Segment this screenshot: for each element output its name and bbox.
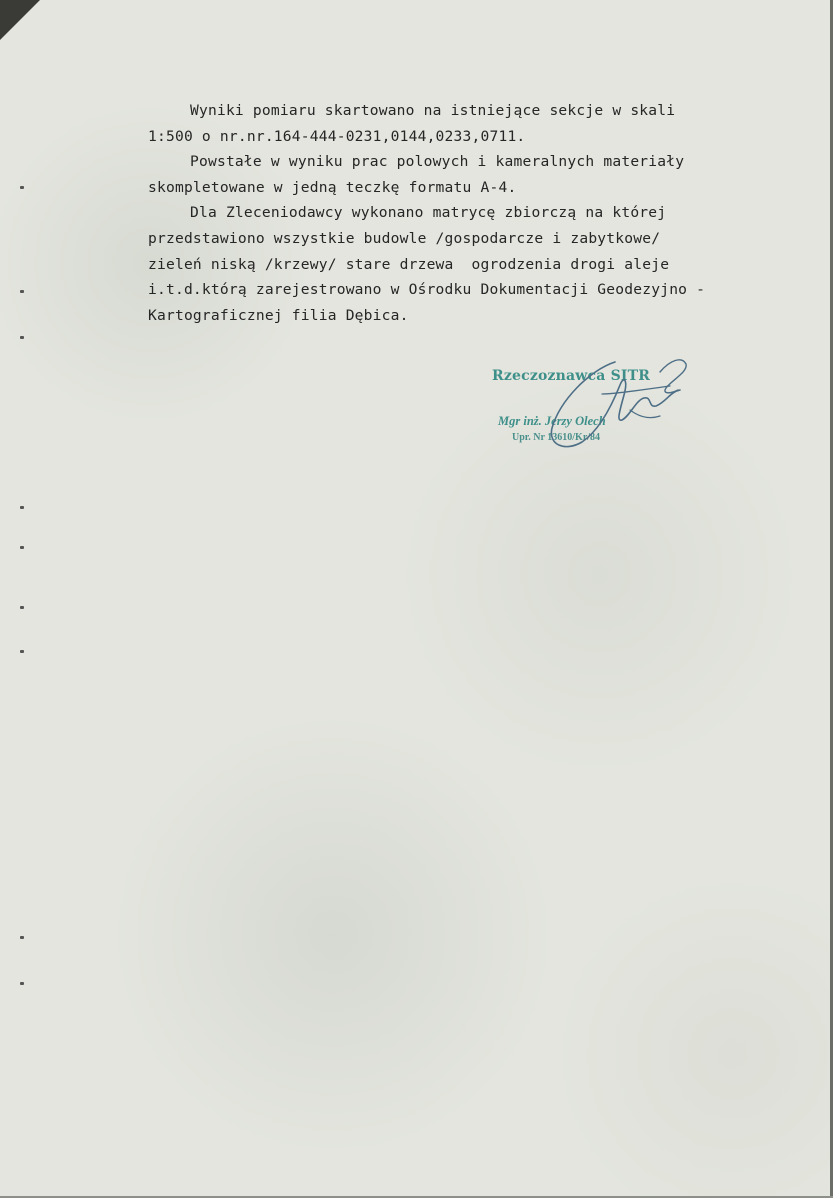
text-line: Kartograficznej filia Dębica.: [148, 306, 409, 324]
text-line: przedstawiono wszystkie budowle /gospodarcze i zabytkowe/: [148, 229, 661, 247]
stamp-title: Rzeczoznawca SITR: [492, 368, 651, 384]
folded-corner: [0, 0, 40, 40]
margin-mark: [20, 650, 24, 653]
text-line: Powstałe w wyniku prac polowych i kameralnych materiały: [190, 153, 685, 171]
text-line: Dla Zleceniodawcy wykonano matrycę zbiorczą na której: [190, 204, 667, 222]
margin-mark: [20, 506, 24, 509]
margin-mark: [20, 936, 24, 939]
text-line: i.t.d.którą zarejestrowano w Ośrodku Dokumentacji Geodezyjno -: [148, 281, 706, 299]
stamp-name: Mgr inż. Jerzy Olech: [498, 414, 606, 428]
document-body: [148, 98, 788, 328]
text-line: Wyniki pomiaru skartowano na istniejące sekcje w skali: [190, 102, 676, 119]
margin-mark: [20, 982, 24, 985]
stamp-license: Upr. Nr 13610/Kr/84: [512, 432, 601, 443]
margin-mark: [20, 606, 24, 609]
margin-mark: [20, 290, 24, 293]
margin-mark: [20, 336, 24, 339]
margin-mark: [20, 186, 24, 189]
handwritten-signature: [520, 350, 700, 460]
text-line: 1:500 o nr.nr.164-444-0231,0144,0233,0711.: [148, 127, 526, 145]
text-line: skompletowane w jedną teczkę formatu A-4.: [148, 178, 517, 196]
margin-mark: [20, 546, 24, 549]
text-line: zieleń niską /krzewy/ stare drzewa ogrodzenia drogi aleje: [148, 255, 670, 273]
